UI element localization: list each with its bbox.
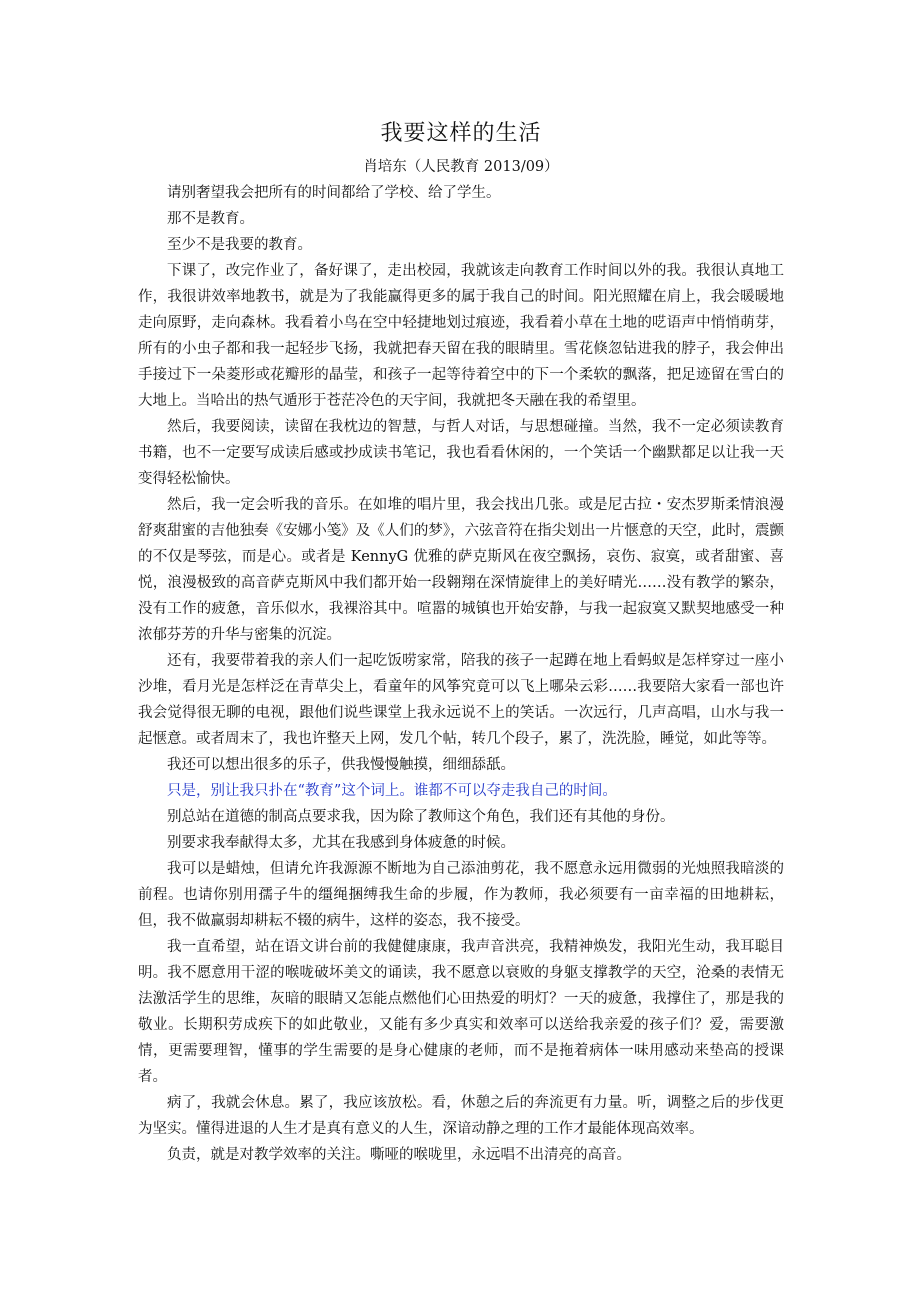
- paragraph: 别要求我奉献得太多，尤其在我感到身体疲惫的时候。: [167, 835, 515, 851]
- highlighted-paragraph: 只是，别让我只扑在“教育”这个词上。谁都不可以夺走我自己的时间。: [167, 783, 617, 799]
- paragraph: 下课了，改完作业了，备好课了，走出校园，我就该走向教育工作时间以外的我。我很认真地工作，我很讲效率地教书，就是为了我能赢得更多的属于我自己的时间。阳光照耀在肩上，我会暖暖地走向原野，走向森林。我看着小鸟在空中轻捷地划过痕迹，我看着小草在土地的呓语声中悄悄萌芽，所有的小虫子都和我一起轻步飞扬，我就把春天留在我的眼睛里。雪花倏忽钻进我的脖子，我会伸出手接过下一朵菱形或花瓣形的晶莹，和孩子一起等待着空中的下一个柔软的飘落，把足迹留在雪白的大地上。当哈出的热气遁形于苍茫冷色的天宇间，我就把冬天融在我的希望里。: [138, 263, 784, 409]
- document-byline: 肖培东（人民教育 2013/09）: [363, 159, 559, 175]
- paragraph: 那不是教育。: [167, 211, 254, 227]
- paragraph: 还有，我要带着我的亲人们一起吃饭唠家常，陪我的孩子一起蹲在地上看蚂蚁是怎样穿过一座小沙堆，看月光是怎样泛在青草尖上，看童年的风筝究竟可以飞上哪朵云彩……我要陪大家看一部也许我会觉得很无聊的电视，跟他们说些课堂上我永远说不上的笑话。一次远行，几声高唱，山水与我一起惬意。或者周末了，我也许整天上网，发几个帖，转几个段子，累了，洗洗脸，睡觉，如此等等。: [138, 653, 784, 747]
- paragraph: 请别奢望我会把所有的时间都给了学校、给了学生。: [167, 185, 501, 201]
- document-title: 我要这样的生活: [380, 121, 542, 146]
- paragraph: 然后，我一定会听我的音乐。在如堆的唱片里，我会找出几张。或是尼古拉・安杰罗斯柔情浪漫舒爽甜蜜的吉他独奏《安娜小笺》及《人们的梦》，六弦音符在指尖划出一片惬意的天空，此时，震颤的不仅是琴弦，而是心。或者是 KennyG 优雅的萨克斯风在夜空飘扬，哀伤、寂寞，或者甜蜜、喜悦，浪漫极致的高音萨克斯风中我们都开始一段翱翔在深情旋律上的美好晴光……没有教学的繁杂，没有工作的疲惫，音乐似水，我裸浴其中。喧嚣的城镇也开始安静，与我一起寂寞又默契地感受一种浓郁芬芳的升华与密集的沉淀。: [138, 497, 784, 643]
- paragraph: 病了，我就会休息。累了，我应该放松。看，休憩之后的奔流更有力量。听，调整之后的步伐更为坚实。懂得进退的人生才是真有意义的人生，深谙动静之理的工作才最能体现高效率。: [138, 1095, 784, 1137]
- paragraph: 我还可以想出很多的乐子，供我慢慢触摸，细细舔舐。: [167, 757, 515, 773]
- document-page: [138, 118, 784, 1168]
- paragraph: 负责，就是对教学效率的关注。嘶哑的喉咙里，永远唱不出清亮的高音。: [167, 1147, 631, 1163]
- paragraph: 然后，我要阅读，读留在我枕边的智慧，与哲人对话，与思想碰撞。当然，我不一定必须读教育书籍，也不一定要写成读后感或抄成读书笔记，我也看看休闲的，一个笑话一个幽默都足以让我一天变得轻松愉快。: [138, 419, 784, 487]
- paragraph: 别总站在道德的制高点要求我，因为除了教师这个角色，我们还有其他的身份。: [167, 809, 675, 825]
- paragraph: 我一直希望，站在语文讲台前的我健健康康，我声音洪亮，我精神焕发，我阳光生动，我耳聪目明。我不愿意用干涩的喉咙破坏美文的诵读，我不愿意以衰败的身躯支撑教学的天空，沧桑的表情无法激活学生的思维，灰暗的眼睛又怎能点燃他们心田热爱的明灯？一天的疲惫，我撑住了，那是我的敬业。长期积劳成疾下的如此敬业，又能有多少真实和效率可以送给我亲爱的孩子们？爱，需要激情，更需要理智，懂事的学生需要的是身心健康的老师，而不是拖着病体一味用感动来垫高的授课者。: [138, 939, 784, 1085]
- paragraph: 我可以是蜡烛，但请允许我源源不断地为自己添油剪花，我不愿意永远用微弱的光烛照我暗淡的前程。也请你别用孺子牛的缰绳捆缚我生命的步履，作为教师，我必须要有一亩幸福的田地耕耘，但，我不做赢弱却耕耘不辍的病牛，这样的姿态，我不接受。: [138, 861, 784, 929]
- paragraph: 至少不是我要的教育。: [167, 237, 312, 253]
